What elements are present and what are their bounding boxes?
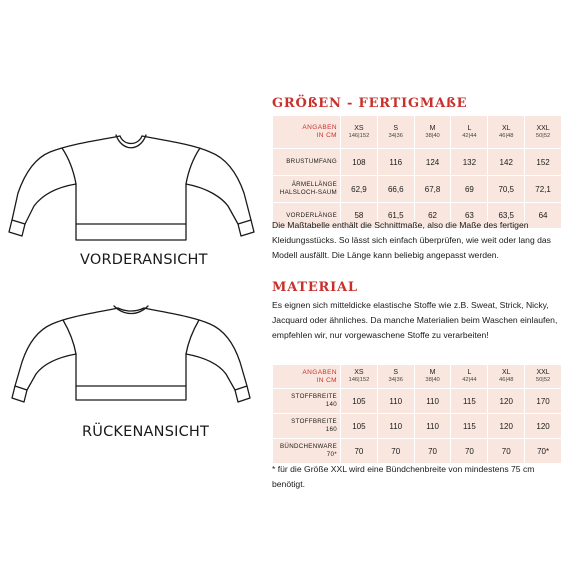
- size-table-header-row: [273, 116, 562, 149]
- table-cell: 63,5: [488, 203, 525, 229]
- table-cell: 64: [525, 203, 562, 229]
- table-cell: 70: [414, 439, 451, 464]
- table-cell: 142: [488, 149, 525, 176]
- table-cell: 62: [414, 203, 451, 229]
- table-row: [273, 149, 562, 176]
- material-footnote: * für die Größe XXL wird eine Bündchenbreite von mindestens 75 cm benötigt.: [272, 464, 535, 490]
- table-cell: 62,9: [341, 176, 378, 203]
- front-view-label: VORDERANSICHT: [80, 252, 208, 268]
- table-cell: 70: [451, 439, 488, 464]
- size-col-header: S 34|36: [377, 116, 414, 149]
- size-col-header: S 34|36: [377, 365, 414, 389]
- row-label: STOFFBREITE 160: [273, 414, 341, 439]
- table-cell: 116: [377, 149, 414, 176]
- table-row: [273, 414, 562, 439]
- row-label: BÜNDCHENWARE 70*: [273, 439, 341, 464]
- material-description: Es eignen sich mitteldicke elastische Stoffe wie z.B. Sweat, Strick, Nicky, Jacquard oder ähnliches. Da manche Materialien beim Waschen einlaufen, empfehlen wir, nur vorgewaschene Stoffe zu verarbeiten!: [272, 300, 558, 341]
- size-col-header: L 42|44: [451, 116, 488, 149]
- table-cell: 63: [451, 203, 488, 229]
- corner-line1: ANGABEN: [302, 368, 337, 376]
- row-label: VORDERLÄNGE: [273, 203, 341, 229]
- table-cell: 110: [414, 389, 451, 414]
- table-cell: 105: [341, 389, 378, 414]
- size-col-header: M 38|40: [414, 116, 451, 149]
- table-cell: 70: [488, 439, 525, 464]
- table-cell: 58: [341, 203, 378, 229]
- table-cell: 61,5: [377, 203, 414, 229]
- size-col-header: XL 46|48: [488, 116, 525, 149]
- table-cell: 170: [525, 389, 562, 414]
- table-cell: 70: [341, 439, 378, 464]
- table-cell: 67,8: [414, 176, 451, 203]
- size-col-header: XXL 50|52: [525, 365, 562, 389]
- size-table-corner: [273, 116, 341, 149]
- material-table: [272, 364, 562, 464]
- table-cell: 152: [525, 149, 562, 176]
- table-cell: 120: [488, 389, 525, 414]
- size-col-header: XXL 50|52: [525, 116, 562, 149]
- size-col-header: M 38|40: [414, 365, 451, 389]
- table-cell: 105: [341, 414, 378, 439]
- size-col-header: XS 146|152: [341, 365, 378, 389]
- row-label: BRUSTUMFANG: [273, 149, 341, 176]
- corner-line2: IN CM: [316, 376, 337, 384]
- table-cell: 115: [451, 389, 488, 414]
- table-row: [273, 439, 562, 464]
- material-table-corner: [273, 365, 341, 389]
- table-row: [273, 389, 562, 414]
- row-label: ÄRMELLÄNGE HALSLOCH-SAUM: [273, 176, 341, 203]
- corner-line2: IN CM: [316, 132, 337, 139]
- table-cell: 110: [377, 414, 414, 439]
- back-view-sketch: [0, 288, 260, 413]
- front-sweater-drawing: [0, 118, 260, 248]
- table-cell: 110: [377, 389, 414, 414]
- corner-line1: ANGABEN: [302, 124, 337, 131]
- back-view-label: RÜCKENANSICHT: [82, 424, 210, 440]
- table-cell: 132: [451, 149, 488, 176]
- front-view-sketch: [0, 118, 260, 248]
- row-label: STOFFBREITE 140: [273, 389, 341, 414]
- table-cell: 70,5: [488, 176, 525, 203]
- table-cell: 115: [451, 414, 488, 439]
- table-cell: 72,1: [525, 176, 562, 203]
- sizes-description: Die Maßtabelle enthält die Schnittmaße, also die Maße des fertigen Kleidungsstücks. So lässt sich einfach überprüfen, wie weit oder lang das Modell ausfällt. Die Länge kann beliebig angepasst werden.: [272, 220, 551, 261]
- sizes-section-title: GRÖßEN - FERTIGMAßE: [272, 96, 468, 111]
- table-cell: 69: [451, 176, 488, 203]
- size-table: [272, 115, 562, 229]
- size-col-header: XL 46|48: [488, 365, 525, 389]
- table-cell: 70*: [525, 439, 562, 464]
- table-row: [273, 176, 562, 203]
- table-cell: 70: [377, 439, 414, 464]
- table-cell: 124: [414, 149, 451, 176]
- table-cell: 108: [341, 149, 378, 176]
- size-col-header: XS 146|152: [341, 116, 378, 149]
- table-cell: 120: [488, 414, 525, 439]
- table-cell: 110: [414, 414, 451, 439]
- material-section-title: MATERIAL: [272, 280, 358, 295]
- table-cell: 120: [525, 414, 562, 439]
- back-sweater-drawing: [0, 288, 260, 413]
- table-cell: 66,6: [377, 176, 414, 203]
- material-table-header-row: [273, 365, 562, 389]
- size-col-header: L 42|44: [451, 365, 488, 389]
